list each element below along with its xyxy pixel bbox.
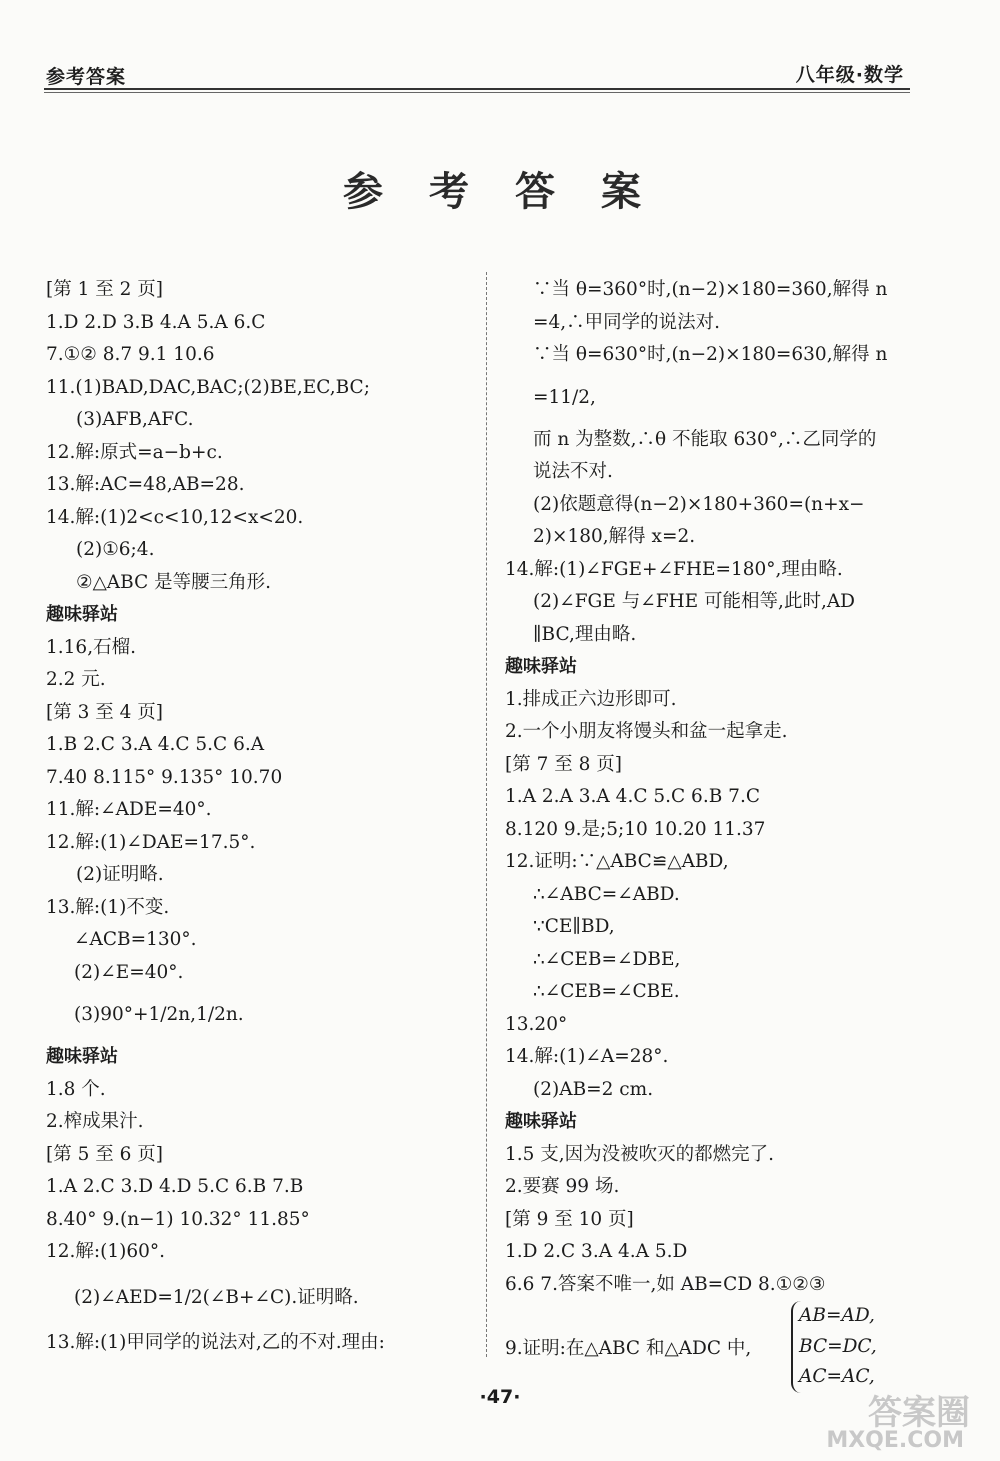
answer-line: (2)∠E=40°. [74,961,184,983]
answer-line: 14.解:(1)∠FGE+∠FHE=180°,理由略. [505,558,843,580]
header-right-label: 八年级·数学 [795,64,904,86]
answer-line: (2)依题意得(n−2)×180+360=(n+x− [533,493,865,515]
answer-line: 1.8 个. [46,1078,106,1100]
answer-line: ∵CE∥BD, [533,916,615,937]
answer-line: ∵当 θ=360°时,(n−2)×180=360,解得 n [533,279,888,300]
answer-line: 2.榨成果汁. [46,1111,144,1132]
answer-line: 14.解:(1)∠A=28°. [505,1046,669,1067]
page-title: 参考答案 [343,169,687,215]
answer-line: (2)①6;4. [76,539,155,560]
answer-line: 1.A 2.A 3.A 4.C 5.C 6.B 7.C [505,786,760,807]
answer-line: 13.解:AC=48,AB=28. [46,474,245,495]
answer-line: 11.(1)BAD,DAC,BAC;(2)BE,EC,BC; [46,376,370,398]
watermark-logo: 答案圈 [868,1393,970,1433]
header-rule [44,88,910,90]
answer-line: 1.D 2.C 3.A 4.A 5.D [505,1241,688,1262]
answer-line: 1.排成正六边形即可. [505,688,677,710]
answer-line: 12.解:原式=a−b+c. [46,441,223,463]
answer-line: ∠ACB=130°. [74,929,197,950]
fun-station-heading: 趣味驿站 [505,656,577,677]
answer-line: 2)×180,解得 x=2. [533,526,696,547]
answer-line: 13.解:(1)不变. [46,896,170,918]
answer-line: 说法不对. [533,461,613,482]
answer-line: 11.解:∠ADE=40°. [46,799,212,820]
answer-line: 1.B 2.C 3.A 4.C 5.C 6.A [46,734,265,755]
section-heading: [第 9 至 10 页] [505,1208,634,1230]
answer-line: 7.①② 8.7 9.1 10.6 [46,344,215,365]
answer-line: 8.40° 9.(n−1) 10.32° 11.85° [46,1208,310,1230]
answer-line: 2.一个小朋友将馒头和盆一起拿走. [505,721,788,742]
page-number: ·47· [479,1386,521,1408]
answer-line: 7.40 8.115° 9.135° 10.70 [46,766,283,788]
watermark-url: MXQE.COM [826,1428,964,1453]
fun-station-heading: 趣味驿站 [46,604,118,625]
answer-line: 1.5 支,因为没被吹灭的都燃完了. [505,1143,775,1165]
header-rule-thin [44,92,910,93]
answer-line: ②△ABC 是等腰三角形. [76,571,272,593]
answer-line: 而 n 为整数,∴θ 不能取 630°,∴乙同学的 [533,428,877,450]
proof-system-lead: 9.证明:在△ABC 和△ADC 中, [505,1338,752,1359]
answer-line: 14.解:(1)2<c<10,12<x<20. [46,506,304,528]
answer-line: 13.解:(1)甲同学的说法对,乙的不对.理由: [46,1331,385,1353]
answer-line: 6.6 7.答案不唯一,如 AB=CD 8.①②③ [505,1273,826,1295]
answer-line: 1.D 2.D 3.B 4.A 5.A 6.C [46,311,266,333]
fun-station-heading: 趣味驿站 [46,1046,118,1067]
answer-line: ∥BC,理由略. [533,623,637,645]
right-column [505,274,925,1397]
answer-line: 12.证明:∵△ABC≌△ABD, [505,851,729,872]
answer-line-fraction: (2)∠AED=1/2(∠B+∠C).证明略. [74,1286,359,1308]
answer-line: 1.16,石榴. [46,636,136,658]
brace-equation: AB=AD, [799,1305,875,1326]
answer-line: 8.120 9.是;5;10 10.20 11.37 [505,818,766,840]
brace-equation: BC=DC, [799,1335,877,1357]
answer-line-fraction: (3)90°+1/2n,1/2n. [74,1004,244,1025]
fun-station-heading: 趣味驿站 [505,1111,577,1132]
answer-line: 12.解:(1)∠DAE=17.5°. [46,831,256,853]
answer-line: 12.解:(1)60°. [46,1241,166,1262]
answer-line: (2)AB=2 cm. [533,1078,654,1100]
answer-line: 1.A 2.C 3.D 4.D 5.C 6.B 7.B [46,1176,304,1197]
answer-line: (2)证明略. [76,864,164,885]
answer-line-fraction: =11/2, [533,386,596,408]
answer-line: ∴∠ABC=∠ABD. [533,883,680,905]
answer-line: =4,∴甲同学的说法对. [533,311,721,333]
answer-line: ∴∠CEB=∠DBE, [533,948,681,970]
header-left-label: 参考答案 [46,66,127,88]
answer-line: 13.20° [505,1013,568,1035]
answer-line: 2.2 元. [46,669,106,690]
section-heading: [第 1 至 2 页] [46,279,163,300]
brace-system [791,1301,877,1393]
answer-line: ∵当 θ=630°时,(n−2)×180=630,解得 n [533,344,888,365]
column-divider [486,272,487,1357]
section-heading: [第 5 至 6 页] [46,1143,163,1165]
brace-equation: AC=AC, [799,1366,875,1387]
answer-line: (3)AFB,AFC. [76,409,194,430]
proof-system-line [505,1301,925,1397]
answer-line: 2.要赛 99 场. [505,1176,620,1197]
answer-line: ∴∠CEB=∠CBE. [533,981,680,1002]
section-heading: [第 3 至 4 页] [46,701,163,723]
answer-line: (2)∠FGE 与∠FHE 可能相等,此时,AD [533,591,856,612]
section-heading: [第 7 至 8 页] [505,753,622,775]
left-column [46,274,486,1359]
